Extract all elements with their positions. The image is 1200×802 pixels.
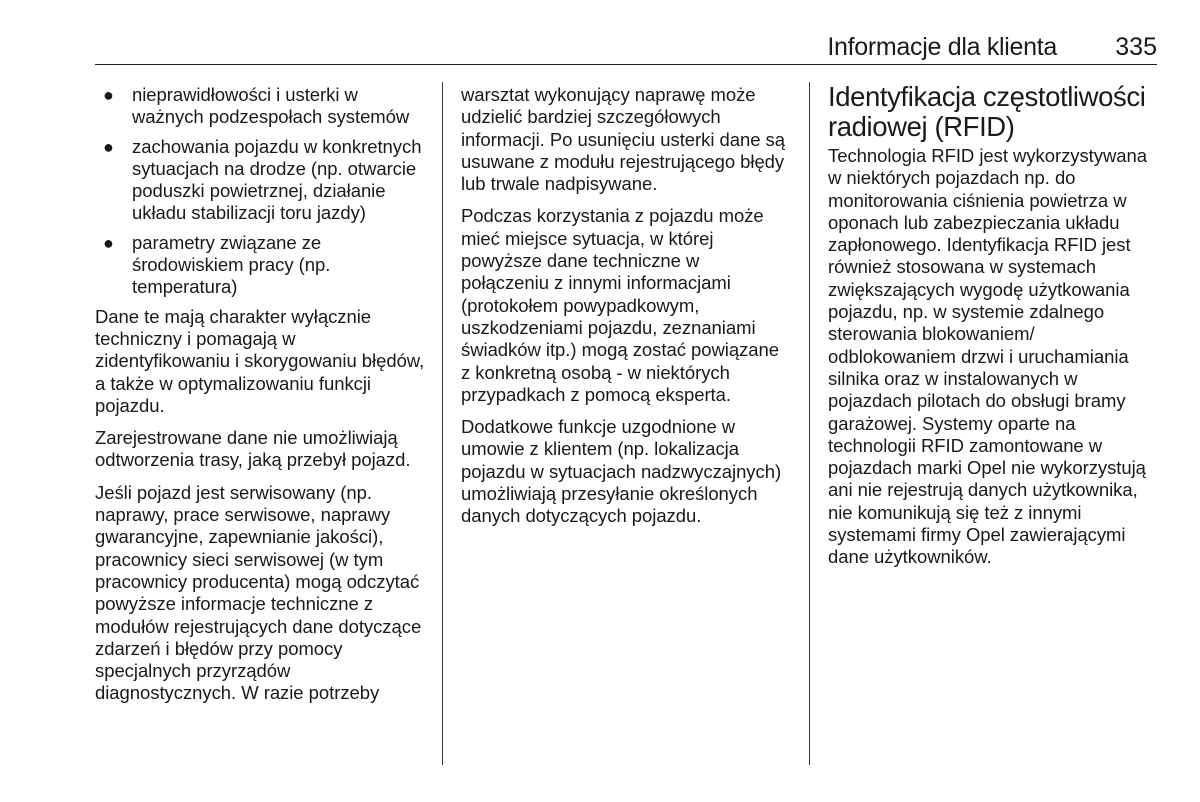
bullet-text: parametry związane ze środowiskiem pracy (np. temperatura): [132, 231, 331, 298]
page-number: 335: [1115, 33, 1157, 61]
header-title: Informacje dla klienta: [827, 33, 1057, 61]
paragraph: Podczas korzystania z pojazdu może mieć miejsce sytuacja, w której powyższe dane techniczne w połączeniu z innymi informacjami (protokołem powypadkowym, uszkodzeniami pojazdu, zeznaniami świadków itp.) mogą zostać powiązane z konkretną osobą - w niektórych przypadkach z pomocą eksperta.: [461, 205, 779, 405]
column-left: [95, 82, 427, 715]
column-right: [828, 82, 1158, 579]
bullet-text: nieprawidłowości i usterki w ważnych podzespołach systemów: [132, 84, 410, 128]
bullet-list: [95, 84, 427, 299]
section-heading: Identyfikacja częstotliwości radiowej (RFID): [828, 81, 1146, 142]
paragraph: Zarejestrowane dane nie umożliwiają odtworzenia trasy, jaką przebył pojazd.: [95, 427, 411, 471]
bullet-item: [95, 136, 427, 225]
bullet-icon: ●: [103, 85, 114, 105]
paragraph: warsztat wykonujący naprawę może udzielić bardziej szczegółowych informacji. Po usunięciu usterki dane są usuwane z modułu rejestrującego błędy lub trwale nadpisywane.: [461, 84, 785, 195]
paragraph: Technologia RFID jest wykorzystywana w niektórych pojazdach np. do monitorowania ciśnienia powietrza w oponach lub zabezpieczania układu zapłonowego. Identyfikacja RFID jest również stosowana w systemach zwiększających wygodę użytkowania pojazdu, np. w systemie zdalnego sterowania blokowaniem/ odblokowaniem drzwi i uruchamiania silnika oraz w instalowanych w pojazdach pilotach do obsługi bramy garażowej. Systemy oparte na technologii RFID zamontowane w pojazdach marki Opel nie wykorzystują ani nie rejestrują danych użytkownika, nie komunikują się też z innymi systemami firmy Opel zawierającymi dane użytkowników.: [828, 145, 1147, 568]
column-divider-right: [809, 82, 810, 765]
bullet-icon: ●: [103, 232, 114, 253]
bullet-item: [95, 232, 427, 299]
page-header: [95, 30, 1157, 65]
paragraph: Dane te mają charakter wyłącznie techniczny i pomagają w zidentyfikowaniu i skorygowaniu błędów, a także w optymalizowaniu funkcji pojazdu.: [95, 305, 425, 416]
bullet-text: zachowania pojazdu w konkretnych sytuacjach na drodze (np. otwarcie poduszki powietrznej, działanie układu stabilizacji toru jazdy): [132, 135, 422, 224]
column-divider-left: [442, 82, 443, 765]
column-middle: [461, 82, 791, 538]
paragraph: Dodatkowe funkcje uzgodnione w umowie z klientem (np. lokalizacja pojazdu w sytuacjach nadzwyczajnych) umożliwiają przesyłanie określonych danych dotyczących pojazdu.: [461, 416, 782, 527]
bullet-icon: ●: [103, 136, 114, 157]
bullet-item: [95, 84, 427, 129]
paragraph: Jeśli pojazd jest serwisowany (np. naprawy, prace serwisowe, naprawy gwarancyjne, zapewnianie jakości), pracownicy sieci serwisowej (w tym pracownicy producenta) mogą odczytać powyższe informacje techniczne z modułów rejestrujących dane dotyczące zdarzeń i błędów przy pomocy specjalnych przyrządów diagnostycznych. W razie potrzeby: [95, 481, 422, 704]
